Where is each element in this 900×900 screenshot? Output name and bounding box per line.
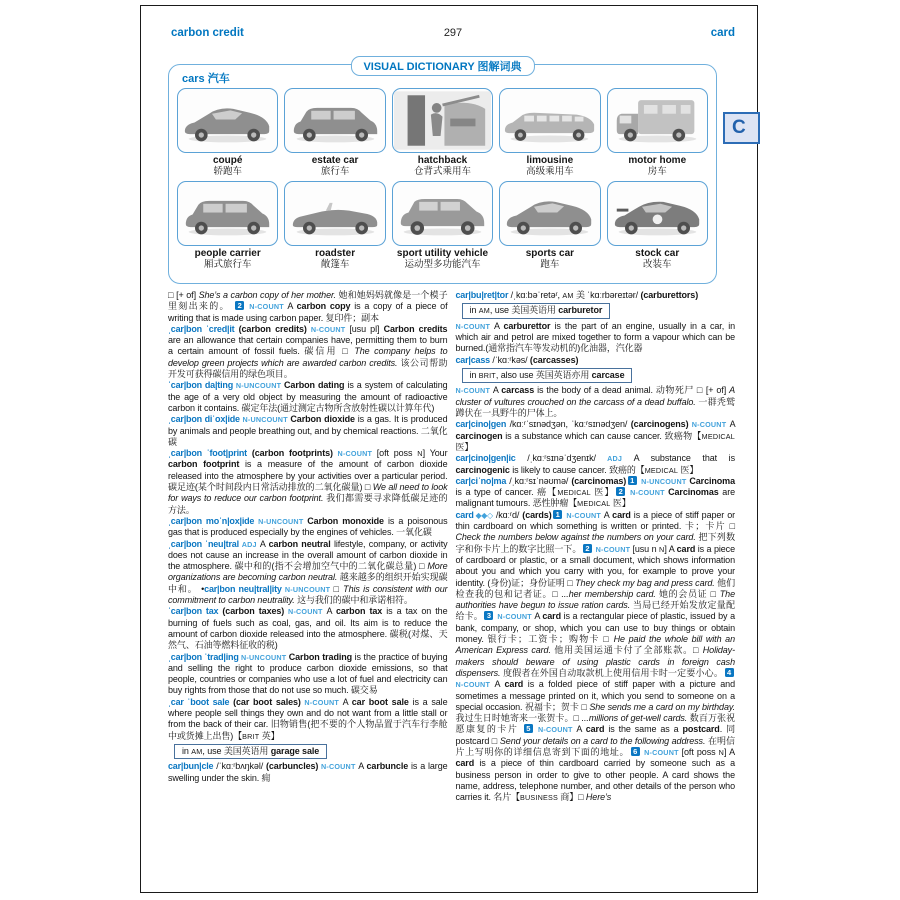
vd-caption-zh: 轿跑车 xyxy=(213,166,242,177)
entry-car-boot-sale: ˌcar ˈboot sale (car boot sales) N-COUNT A car boot sale is a sale where people sell things they own and do not want from a little stall or from the back of their car. 旧物销售(把不要的个人物品置于汽车行李舱中或货摊上出售)【BRIT 英】 xyxy=(168,696,448,741)
entry-carburettor-head: car|bu|ret|tor /ˌkɑːbəˈretəʳ, AM 美 ˈkɑːrbəreɪtər/ (carburettors) xyxy=(455,290,699,300)
entry-carburettor-def: N-COUNT A carburettor is the part of an engine, usually in a car, in which air and petrol are mixed together to form a vapour which can be burned.(通常指汽车等发动机的)化油器，汽化器 xyxy=(455,320,736,354)
entry-carbon-neutral: ˌcar|bon ˈneu|tral ADJ A carbon neutral lifestyle, company, or activity does not cause an increase in the overall amount of carbon dioxide in the atmosphere. 碳中和的(指不会增加空气中的二氧化碳总量) □ More organizations are becoming carbon neutral. 越来越多的组织开始实现碳中和。 •car|bon neu|tral|ity N-UNCOUNT □ This is consistent with our commitment to carbon neutrality. 这与我们的碳中和承诺相符。 xyxy=(168,538,448,606)
usage-box-carburetor-frame: in AM, use 美国英语用 carburetor xyxy=(462,303,611,319)
suv-photo xyxy=(392,181,493,246)
entry-carbon-copy-continuation: □ [+ of] She’s a carbon copy of her mother. 她和她妈妈就像是一个模子里刻出来的。 2 N-COUNT A carbon copy is a copy of a piece of writing that is made using carbon paper. 复印件；副本 xyxy=(168,290,448,323)
vd-caption-en: sports car xyxy=(525,248,575,259)
entry-carcinogen: car|cino|gen /kɑːʳˈsɪnədʒən, ˈkɑːʳsɪnədʒen/ (carcinogens) N-COUNT A carcinogen is a substance which can cause cancer. 致癌物【MEDICAL 医】 xyxy=(455,419,735,452)
vd-caption-zh: 跑车 xyxy=(540,259,560,270)
vd-item-people-carrier xyxy=(174,181,281,274)
visual-dictionary-grid xyxy=(174,88,711,274)
usage-box-garage-sale-frame: in AM, use 美国英语用 garage sale xyxy=(174,744,327,760)
vd-caption-zh: 房车 xyxy=(647,166,667,177)
motor-home-photo xyxy=(607,88,708,153)
stock-car-photo xyxy=(607,181,708,246)
roadster-photo xyxy=(284,181,385,246)
limousine-photo xyxy=(499,88,600,153)
vd-caption-zh: 厢式旅行车 xyxy=(203,259,252,270)
column-right xyxy=(456,290,736,803)
entry-carcinogenic: car|cino|gen|ic /ˌkɑːʳsɪnəˈdʒenɪk/ ADJ A substance that is carcinogenic is likely to cause cancer. 致癌的【MEDICAL 医】 xyxy=(455,453,735,475)
estate-car-photo xyxy=(284,88,385,153)
thumb-tab-letter: C xyxy=(723,112,760,144)
entry-carbon-credit: ˌcar|bon ˈcred|it (carbon credits) N-COUNT [usu pl] Carbon credits are an allowance that certain companies have, permitting them to burn a certain amount of fossil fuels. 碳信用 □ The company helps to develop green projects which are awarded carbon credits. 该公司帮助开发可获得碳信用的绿色项目。 xyxy=(168,323,448,380)
vd-item-sports-car xyxy=(496,181,603,274)
vd-item-roadster xyxy=(281,181,388,274)
vd-caption-zh: 敞篷车 xyxy=(320,259,350,270)
column-left xyxy=(168,290,448,803)
usage-box-carburetor xyxy=(462,303,736,319)
visual-dictionary-box xyxy=(168,61,717,284)
vd-caption-en: limousine xyxy=(526,155,574,166)
vd-item-motor-home xyxy=(604,88,711,181)
entry-carbuncle: car|bun|cle /ˈkɑːʳbʌŋkəl/ (carbuncles) N-COUNT A carbuncle is a large swelling under the skin. 痈 xyxy=(168,761,448,783)
vd-caption-zh: 改装车 xyxy=(643,259,672,270)
entry-card: card ◆◆◇ /kɑːʳd/ (cards) 1 N-COUNT A card is a piece of stiff paper or thin cardboard on which something is written or printed. 卡；卡片 □ Check the numbers below against the numbers on your card. 把下列数字和你卡片上的数字比照一下。 2 N-COUNT [usu n N] A card is a piece of cardboard or plastic, or a small document, which shows information about you and which you carry with you, for example to prove your identity. (身份)证；身份证明 □ They check my bag and press card. 他们检查我的包和记者证。□ ...her membership card. 她的会员证 □ The authorities have begun to issue ration cards. 当局已经开始发放定量配给卡。 3 N-COUNT A card is a rectangular piece of plastic, issued by a bank, company, or shop, which you can use to buy things or obtain money. 银行卡；工资卡；购物卡 □ He paid the whole bill with an American Express card. 他用美国运通卡付了全部账款。□ Holiday-makers should beware of using plastic cards in foreign cash dispensers. 度假者在外国自动取款机上使用信用卡时一定要小心。 4 N-COUNT A card is a folded piece of stiff paper with a picture and sometimes a message printed on it, which you send to someone on a special occasion. 祝福卡；贺卡 □ She sends me a card on my birthday. 我过生日时她寄来一张贺卡。□ ...millions of get-well cards. 数百万张祝愿康复的卡片 5 N-COUNT A card is the same as a postcard. 同 postcard □ Send your details on a card to the following address. 在明信片上写明你的详细信息寄到下面的地址。 6 N-COUNT [oft poss N] A card is a piece of thin cardboard carried by someone such as a business person in order to give to other people. A card shows the name, address, telephone number, and other details of the person who carries it. 名片【BUSINESS 商】□ Here’s xyxy=(455,509,736,803)
people-carrier-photo xyxy=(177,181,278,246)
vd-caption-en: motor home xyxy=(628,155,687,166)
usage-box-garage-sale xyxy=(174,744,448,760)
guide-word-left: carbon credit xyxy=(171,27,244,39)
vd-caption-en: sport utility vehicle xyxy=(396,248,489,259)
vd-caption-zh: 高级乘用车 xyxy=(526,166,574,177)
visual-dictionary-title: VISUAL DICTIONARY 图解词典 xyxy=(350,56,534,76)
vd-caption-en: coupé xyxy=(212,155,243,166)
vd-caption-en: people carrier xyxy=(194,248,261,259)
vd-caption-zh: 仓背式乘用车 xyxy=(413,166,471,177)
entry-carcass-def: N-COUNT A carcass is the body of a dead animal. 动物死尸 □ [+ of] A cluster of vultures crouched on the carcass of a dead buffalo. 一群秃鹫蹲伏在一具野牛的尸体上。 xyxy=(455,385,736,419)
vd-item-coupé xyxy=(174,88,281,181)
entry-carbon-tax: ˈcar|bon tax (carbon taxes) N-COUNT A carbon tax is a tax on the burning of fuels such as coal, gas, and oil. Its aim is to reduce the amount of carbon dioxide released into the atmosphere. 碳税(对煤、天然气、石油等燃料征收的税) xyxy=(168,606,448,651)
sports-car-photo xyxy=(499,181,600,246)
entry-carcass-head: car|cass /ˈkɑːʳkəs/ (carcasses) xyxy=(455,354,579,365)
vd-caption-en: stock car xyxy=(635,248,680,259)
vd-caption-zh: 运动型多功能汽车 xyxy=(404,259,481,270)
vd-item-limousine xyxy=(496,88,603,181)
running-header xyxy=(171,27,735,39)
entry-carbon-monoxide: ˌcar|bon moˈn|ox|ide N-UNCOUNT Carbon monoxide is a poisonous gas that is produced especially by the engines of vehicles. 一氧化碳 xyxy=(168,515,448,538)
dictionary-columns xyxy=(168,290,735,803)
vd-caption-zh: 旅行车 xyxy=(320,166,350,177)
entry-carbon-trading: ˌcar|bon ˈtrad|ing N-UNCOUNT Carbon trading is the practice of buying and selling the right to produce carbon dioxide emissions, so that people, countries or companies who use a lot of fuel and electricity can buy rights from those that do not use so much. 碳交易 xyxy=(168,651,448,696)
vd-item-stock-car xyxy=(604,181,711,274)
vd-item-hatchback xyxy=(389,88,496,181)
entry-carcinoma: car|ciˈno|ma /ˌkɑːʳsɪˈnəʊmə/ (carcinomas) 1 N-UNCOUNT Carcinoma is a type of cancer. 癌【MEDICAL 医】 2 N-COUNT Carcinomas are malignant tumours. 恶性肿瘤【MEDICAL 医】 xyxy=(455,475,736,509)
entry-carbon-dating: ˈcar|bon da|ting N-UNCOUNT Carbon dating is a system of calculating the age of a very old object by measuring the amount of radioactive carbon it contains. 碳定年法(通过测定古物所含放射性碳以计算年代) xyxy=(168,380,448,413)
dictionary-page xyxy=(140,5,758,893)
hatchback-photo xyxy=(392,88,493,153)
usage-box-carcase-frame: in BRIT, also use 英国英语亦用 carcase xyxy=(462,368,633,384)
guide-word-right: card xyxy=(710,27,735,39)
entry-carbon-dioxide: ˌcar|bon diˈox|ide N-UNCOUNT Carbon dioxide is a gas. It is produced by animals and people breathing out, and by chemical reactions. 二氧化碳 xyxy=(168,414,448,447)
vd-item-estate-car xyxy=(281,88,388,181)
visual-dictionary-topic: cars 汽车 xyxy=(182,73,230,85)
page-number: 297 xyxy=(443,27,463,39)
vd-caption-en: estate car xyxy=(311,155,359,166)
coupe-photo xyxy=(177,88,278,153)
vd-caption-en: hatchback xyxy=(417,155,468,166)
vd-item-sport-utility-vehicle xyxy=(389,181,496,274)
vd-caption-en: roadster xyxy=(315,248,356,259)
entry-carbon-footprint: ˌcar|bon ˈfoot|print (carbon footprints) N-COUNT [oft poss N] Your carbon footprint is a measure of the amount of carbon dioxide released into the atmosphere by your activities over a particular period. 碳足迹(某个时间段内日常活动排放的二氧化碳量) □ We all need to look for ways to reduce our carbon footprint. 我们都需要寻求降低碳足迹的方法。 xyxy=(168,448,448,515)
usage-box-carcase xyxy=(462,368,736,384)
